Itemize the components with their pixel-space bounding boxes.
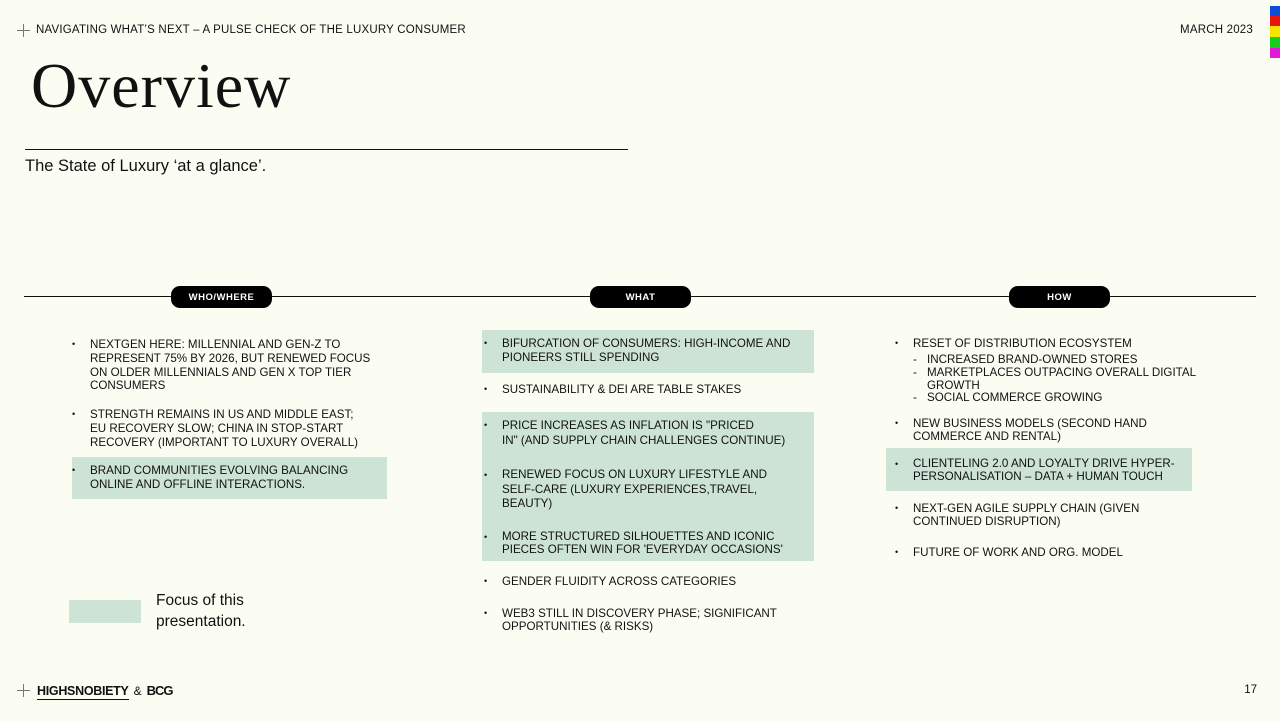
bullet-icon: • [895, 547, 899, 557]
item-line: RESET OF DISTRIBUTION ECOSYSTEM [913, 337, 1132, 350]
report-date: MARCH 2023 [1180, 24, 1253, 36]
list-item [72, 408, 359, 449]
bullet-icon: • [895, 459, 899, 469]
item-line: PIECES OFTEN WIN FOR 'EVERYDAY OCCASIONS' [502, 542, 783, 556]
bullet-icon: • [484, 532, 488, 542]
list-item [72, 338, 371, 393]
item-line: PERSONALISATION – DATA + HUMAN TOUCH [913, 469, 1163, 483]
bcg-logo: BCG [146, 683, 173, 698]
title-divider [25, 149, 628, 150]
column-header-how: HOW [1009, 286, 1110, 308]
item-line: EU RECOVERY SLOW; CHINA IN STOP-START [90, 421, 344, 435]
item-line: MORE STRUCTURED SILHOUETTES AND ICONIC [502, 530, 775, 543]
list-item [895, 457, 1175, 483]
list-item [484, 383, 742, 397]
color-swatch-blue [1270, 6, 1280, 16]
crosshair-icon [17, 24, 30, 37]
bullet-icon: • [484, 384, 488, 394]
item-line: FUTURE OF WORK AND ORG. MODEL [913, 546, 1123, 559]
item-line: REPRESENT 75% BY 2026, BUT RENEWED FOCUS [90, 351, 371, 365]
sub-list-item [913, 353, 1138, 366]
item-line: IN" (AND SUPPLY CHAIN CHALLENGES CONTINUE) [502, 434, 786, 447]
item-line: MARKETPLACES OUTPACING OVERALL DIGITAL [927, 366, 1197, 379]
sub-list-item [913, 391, 1103, 404]
item-line: COMMERCE AND RENTAL) [913, 430, 1061, 443]
item-line: ON OLDER MILLENNIALS AND GEN X TOP TIER [90, 365, 352, 379]
column-header-what: WHAT [590, 286, 691, 308]
item-line: WEB3 STILL IN DISCOVERY PHASE; SIGNIFICANT [502, 607, 777, 620]
list-item [484, 575, 737, 589]
footer-logos [37, 683, 172, 700]
color-swatch-magenta [1270, 48, 1280, 58]
bullet-icon: • [895, 338, 899, 348]
crosshair-icon [17, 684, 30, 697]
dash-icon: - [913, 353, 917, 366]
legend-line: presentation. [156, 613, 246, 630]
bullet-icon: • [72, 409, 76, 419]
item-line: GENDER FLUIDITY ACROSS CATEGORIES [502, 575, 737, 588]
bullet-icon: • [484, 420, 488, 430]
item-line: PIONEERS STILL SPENDING [502, 350, 660, 364]
list-item [484, 468, 767, 512]
item-line: NEXTGEN HERE: MILLENNIAL AND GEN-Z TO [90, 338, 341, 351]
column-header-who-where: WHO/WHERE [171, 286, 272, 308]
bullet-icon: • [484, 470, 488, 480]
list-item [895, 546, 1123, 560]
item-line: BRAND COMMUNITIES EVOLVING BALANCING [90, 464, 349, 477]
list-item [484, 607, 777, 633]
item-line: SOCIAL COMMERCE GROWING [927, 391, 1103, 404]
item-line: CONTINUED DISRUPTION) [913, 515, 1061, 528]
bullet-icon: • [484, 338, 488, 348]
bullet-icon: • [895, 418, 899, 428]
list-item [895, 502, 1140, 528]
list-item [72, 464, 349, 492]
legend-line: Focus of this [156, 592, 244, 609]
page-title: Overview [31, 50, 292, 121]
bullet-icon: • [72, 465, 76, 475]
item-line: NEXT-GEN AGILE SUPPLY CHAIN (GIVEN [913, 502, 1140, 515]
color-swatch-green [1270, 37, 1280, 48]
item-line: BEAUTY) [502, 497, 553, 510]
item-line: CLIENTELING 2.0 AND LOYALTY DRIVE HYPER- [913, 457, 1175, 470]
item-line: BIFURCATION OF CONSUMERS: HIGH-INCOME AND [502, 337, 791, 350]
list-item [484, 530, 783, 556]
page-subtitle: The State of Luxury ‘at a glance’. [25, 157, 267, 175]
item-line: RECOVERY (IMPORTANT TO LUXURY OVERALL) [90, 435, 359, 449]
item-line: INCREASED BRAND-OWNED STORES [927, 353, 1138, 366]
list-item [895, 417, 1147, 443]
item-line: ONLINE AND OFFLINE INTERACTIONS. [90, 477, 306, 491]
item-line: OPPORTUNITIES (& RISKS) [502, 620, 654, 633]
bullet-icon: • [72, 339, 76, 349]
report-title: NAVIGATING WHAT’S NEXT – A PULSE CHECK OF THE LUXURY CONSUMER [36, 24, 466, 36]
item-line: CONSUMERS [90, 379, 166, 393]
color-swatch-red [1270, 16, 1280, 26]
item-line: NEW BUSINESS MODELS (SECOND HAND [913, 417, 1147, 430]
item-line: PRICE INCREASES AS INFLATION IS "PRICED [502, 419, 754, 432]
list-item [484, 418, 786, 448]
sub-list-item [913, 366, 1197, 392]
color-swatch-yellow [1270, 26, 1280, 37]
bullet-icon: • [484, 608, 488, 618]
legend-label [156, 590, 246, 632]
bullet-icon: • [895, 503, 899, 513]
legend-swatch [69, 600, 141, 623]
item-line: GROWTH [927, 379, 980, 392]
list-item [484, 337, 791, 365]
ampersand: & [133, 684, 142, 698]
item-line: SUSTAINABILITY & DEI ARE TABLE STAKES [502, 383, 742, 396]
item-line: SELF-CARE (LUXURY EXPERIENCES,TRAVEL, [502, 482, 758, 496]
item-line: STRENGTH REMAINS IN US AND MIDDLE EAST; [90, 408, 354, 421]
page-number: 17 [1244, 684, 1257, 696]
list-item [895, 337, 1132, 351]
highsnobiety-logo: HIGHSNOBIETY [37, 684, 129, 698]
item-line: RENEWED FOCUS ON LUXURY LIFESTYLE AND [502, 468, 767, 481]
dash-icon: - [913, 366, 917, 379]
dash-icon: - [913, 391, 917, 404]
bullet-icon: • [484, 576, 488, 586]
